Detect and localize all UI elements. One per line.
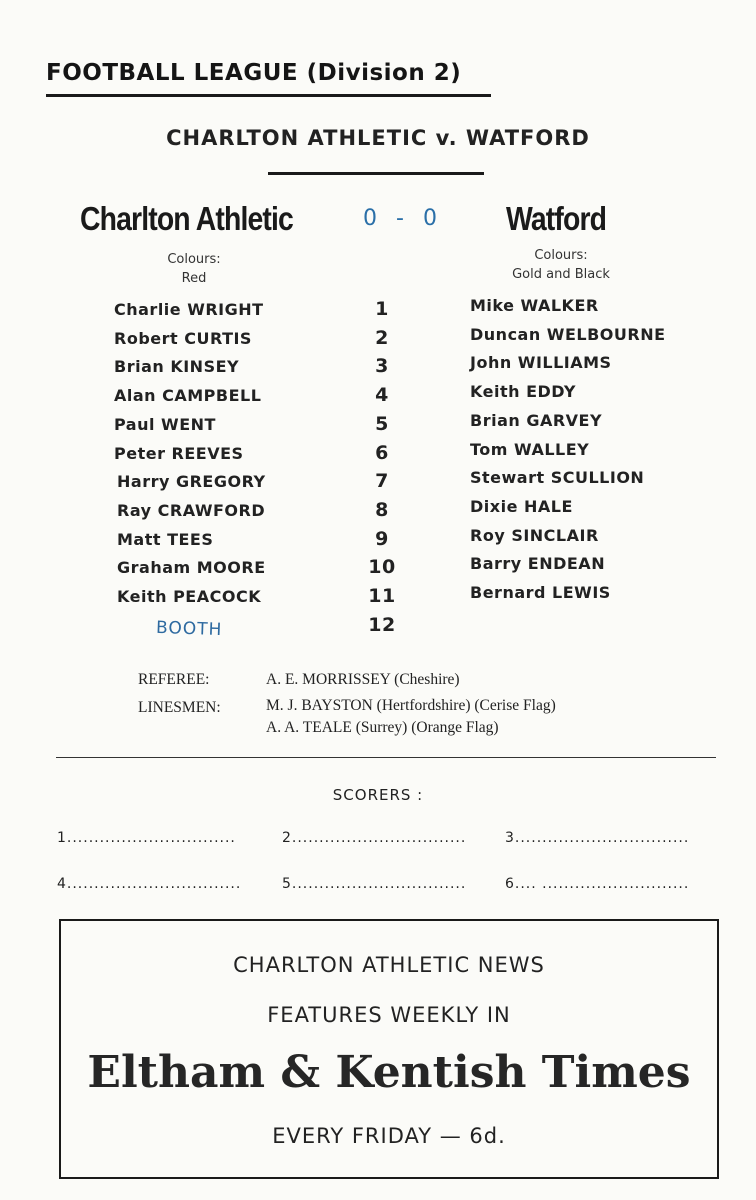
- shirt-number: 11: [368, 585, 396, 607]
- home-player: Paul WENT: [114, 414, 216, 434]
- shirt-number: 3: [375, 355, 389, 378]
- home-player: Peter REEVES: [114, 443, 244, 463]
- away-player: Brian GARVEY: [470, 410, 603, 430]
- home-player: Graham MOORE: [117, 558, 266, 578]
- advert-box: [59, 919, 719, 1179]
- away-player: John WILLIAMS: [470, 353, 612, 373]
- scorer-line-5: 5................................: [282, 876, 467, 892]
- fixture-title: CHARLTON ATHLETIC v. WATFORD: [166, 126, 590, 150]
- referee-name: A. E. MORRISSEY (Cheshire): [266, 671, 460, 688]
- home-player: Keith PEACOCK: [117, 587, 262, 606]
- home-player: Harry GREGORY: [117, 472, 266, 492]
- away-player: Bernard LEWIS: [470, 583, 611, 602]
- shirt-number: 7: [375, 470, 389, 493]
- scorer-line-2: 2................................: [282, 830, 467, 846]
- newspaper-masthead: Eltham & Kentish Times: [87, 1047, 691, 1098]
- shirt-number: 6: [375, 441, 389, 464]
- scorers-title: SCORERS :: [332, 786, 424, 804]
- away-player: Mike WALKER: [470, 296, 599, 315]
- league-title: FOOTBALL LEAGUE (Division 2): [46, 60, 462, 86]
- handwritten-score: 0 - 0: [363, 206, 443, 231]
- home-player: Alan CAMPBELL: [114, 386, 262, 406]
- referee-label: REFEREE:: [138, 671, 210, 688]
- home-player: Charlie WRIGHT: [114, 300, 264, 319]
- away-colours-value: Gold and Black: [512, 267, 610, 282]
- home-colours-label: Colours:: [167, 252, 221, 267]
- shirt-number: 10: [368, 556, 396, 579]
- shirt-number: 4: [375, 384, 389, 407]
- shirt-number: 8: [375, 498, 389, 521]
- linesman-2: A. A. TEALE (Surrey) (Orange Flag): [266, 719, 499, 736]
- away-player: Duncan WELBOURNE: [470, 324, 666, 344]
- shirt-number: 12: [368, 613, 396, 636]
- shirt-number: 9: [375, 527, 389, 550]
- linesman-1: M. J. BAYSTON (Hertfordshire) (Cerise Flag): [266, 697, 556, 714]
- away-colours-label: Colours:: [534, 248, 588, 263]
- home-player: Brian KINSEY: [114, 357, 240, 377]
- away-player: Stewart SCULLION: [470, 468, 645, 488]
- away-player: Barry ENDEAN: [470, 554, 606, 574]
- scorer-line-6: 6.... ...........................: [505, 876, 690, 892]
- scorer-line-1: 1...............................: [57, 830, 236, 846]
- away-player: Tom WALLEY: [470, 439, 590, 459]
- shirt-number: 5: [375, 412, 389, 435]
- away-player: Roy SINCLAIR: [470, 525, 599, 545]
- advert-line-2: FEATURES WEEKLY IN: [267, 1003, 511, 1027]
- home-player: Ray CRAWFORD: [117, 500, 266, 520]
- home-team-name: Charlton Athletic: [80, 200, 293, 237]
- scorer-line-3: 3................................: [505, 830, 690, 846]
- section-divider: [56, 757, 716, 758]
- away-colours: [486, 246, 636, 284]
- league-title-underline: [46, 94, 491, 97]
- home-colours: [134, 250, 254, 288]
- scorer-line-4: 4................................: [57, 876, 242, 892]
- advert-line-1: CHARLTON ATHLETIC NEWS: [233, 953, 545, 977]
- home-colours-value: Red: [181, 271, 207, 286]
- shirt-number: 2: [375, 326, 389, 349]
- away-team-name: Watford: [506, 200, 607, 237]
- home-player: Robert CURTIS: [114, 328, 252, 348]
- home-player: Matt TEES: [117, 529, 214, 549]
- away-player: Keith EDDY: [470, 382, 576, 402]
- fixture-divider: [268, 172, 484, 175]
- handwritten-substitute: BOOTH: [155, 617, 223, 641]
- shirt-number: 1: [375, 298, 389, 320]
- away-player: Dixie HALE: [470, 496, 573, 516]
- linesmen-label: LINESMEN:: [138, 699, 221, 716]
- advert-line-3: EVERY FRIDAY — 6d.: [272, 1124, 506, 1148]
